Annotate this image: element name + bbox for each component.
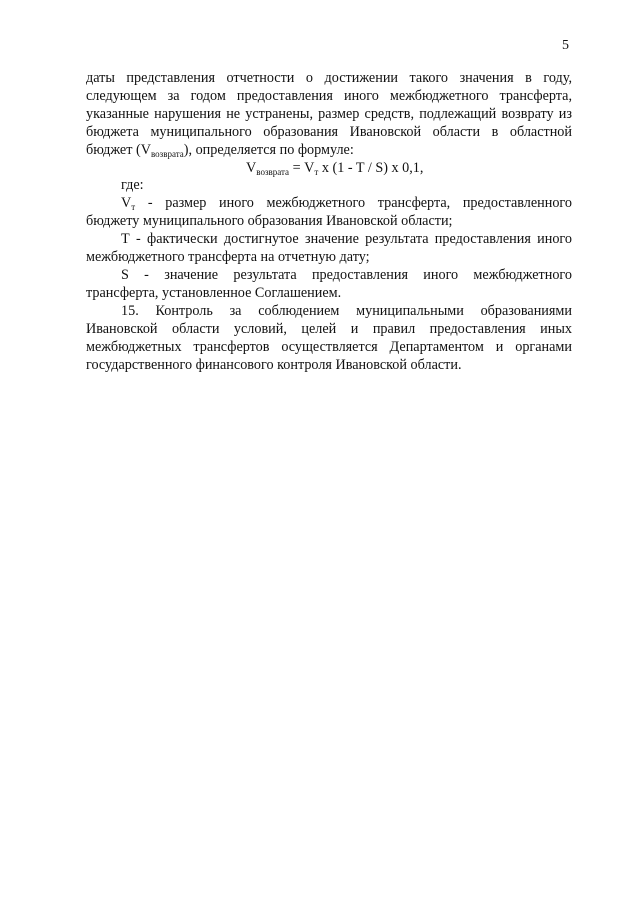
definition-vt-symbol: V [121, 195, 132, 212]
paragraph-text-end: ), определяется по формуле: [183, 141, 354, 158]
subscript-refund: возврата [150, 148, 184, 159]
page-number: 5 [562, 38, 569, 53]
definition-s: S - значение результата предоставления иного межбюджетного трансферта, установленное Соглашением. [86, 266, 572, 301]
where-label: где: [121, 177, 144, 194]
formula-v-subscript: возврата [256, 166, 290, 177]
document-body [86, 70, 572, 374]
formula-rest: x (1 - T / S) x 0,1, [318, 159, 424, 176]
formula-vt-subscript: т [314, 166, 319, 177]
definition-vt [86, 195, 572, 231]
paragraph-15-control: 15. Контроль за соблюдением муниципальными образованиями Ивановской области условий, целей и правил предоставления иных межбюджетных трансфертов осуществляется Департаментом и органами государственного финансового контроля Ивановской области. [86, 302, 572, 373]
definition-vt-text: - размер иного межбюджетного трансферта, предоставленного бюджету муниципального образования Ивановской области; [86, 195, 572, 230]
definition-vt-subscript: т [131, 202, 136, 213]
definition-t: Т - фактически достигнутое значение результата предоставления иного межбюджетного трансферта на отчетную дату; [86, 231, 572, 266]
formula-eq: = V [289, 159, 315, 176]
refund-formula [86, 160, 572, 178]
formula-v: V [246, 159, 257, 176]
paragraph-text: даты представления отчетности о достижении такого значения в году, следующем за годом предоставления иного межбюджетного трансферта, указанные нарушения не устранены, размер средств, подлежащий возврату из бюджета муниципального образования Ивановской области в областной бюджет (V [86, 70, 572, 158]
paragraph-refund-intro [86, 70, 572, 160]
